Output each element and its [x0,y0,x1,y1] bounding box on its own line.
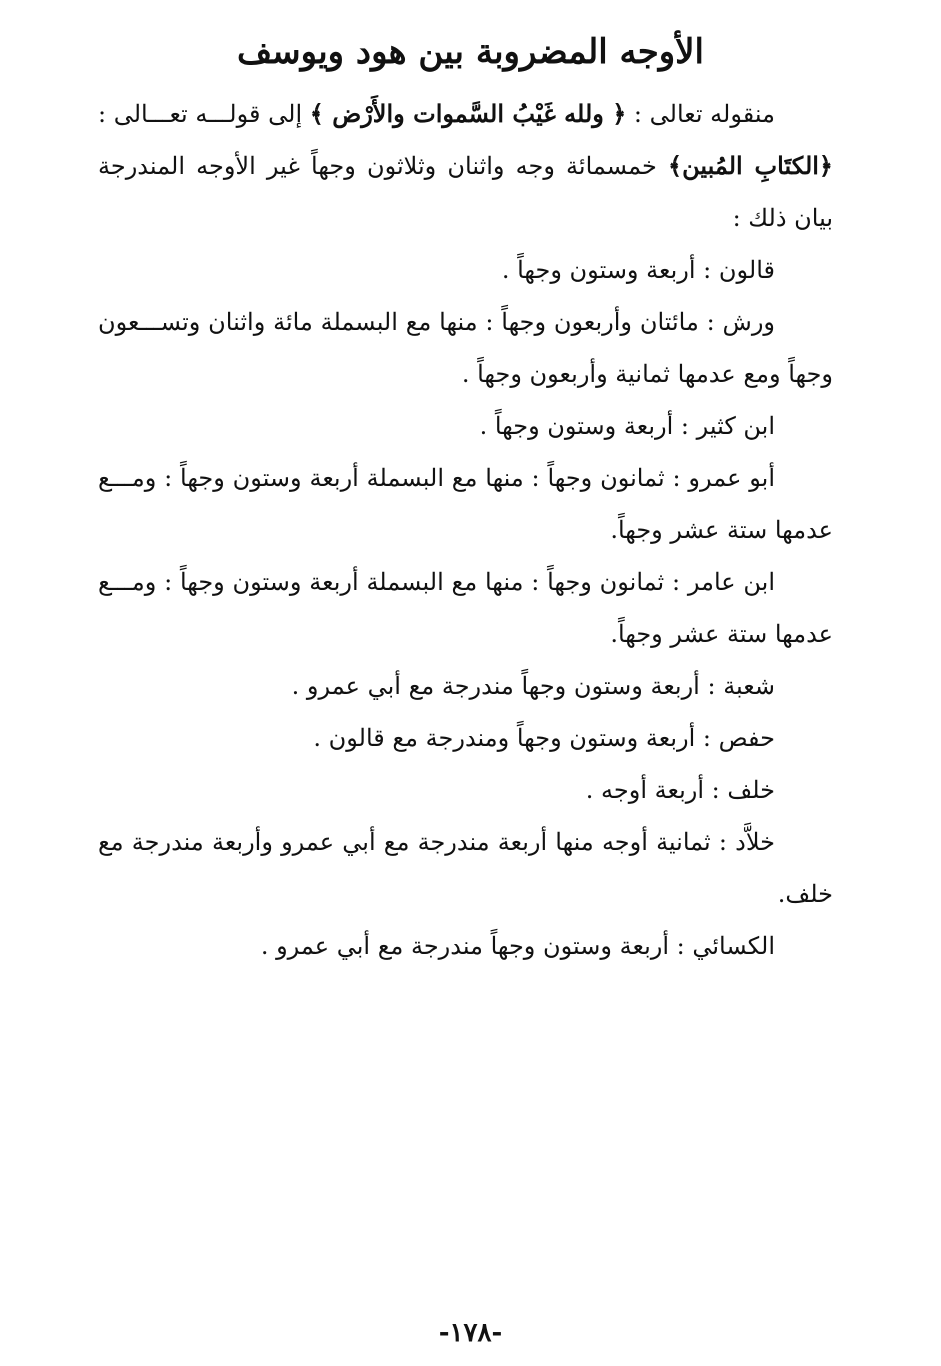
entry-hafs: حفص : أربعة وستون وجهاً ومندرجة مع قالون . [313,724,775,752]
entry-qalun: قالون : أربعة وستون وجهاً . [501,256,775,284]
entry-khalaf: خلف : أربعة أوجه . [585,776,775,804]
page-title: الأوجه المضروبة بين هود ويوسف [236,32,705,72]
page-number: -١٧٨- [438,1318,503,1348]
intro-mid: إلى قولـــه تعـــالى : [98,100,310,128]
entry-ibn-amir: ابن عامر : ثمانون وجهاً : منها مع البسملة أربعة وستون وجهاً : ومـــع عدمها ستة عشر وجهاً. [98,568,833,648]
entry-kisai: الكسائي : أربعة وستون وجهاً مندرجة مع أبي عمرو . [260,932,775,960]
entry-shubah: شعبة : أربعة وستون وجهاً مندرجة مع أبي عمرو . [291,672,775,700]
entry-warsh: ورش : مائتان وأربعون وجهاً : منها مع البسملة مائة واثنان وتســـعون وجهاً ومع عدمها ثمانية وأربعون وجهاً . [98,308,833,388]
intro-paragraph [98,88,833,244]
document-body [98,88,833,972]
entry-ibn-kathir: ابن كثير : أربعة وستون وجهاً . [479,412,775,440]
quran-verse-start: ﴿ ولله غَيْبُ السَّموات والأَرْض ﴾ [309,99,627,128]
intro-suffix: خمسمائة وجه واثنان وثلاثون وجهاً غير الأوجه المندرجة بيان ذلك : [98,152,833,232]
entry-abu-amr: أبو عمرو : ثمانون وجهاً : منها مع البسملة أربعة وستون وجهاً : ومـــع عدمها ستة عشر وجهاً. [98,464,833,544]
quran-verse-end: ﴿الكتَابِ المُبين﴾ [668,151,833,180]
intro-prefix: منقوله تعالى : [626,100,775,128]
entry-khallad: خلاَّد : ثمانية أوجه منها أربعة مندرجة مع أبي عمرو وأربعة مندرجة مع خلف. [98,828,833,908]
